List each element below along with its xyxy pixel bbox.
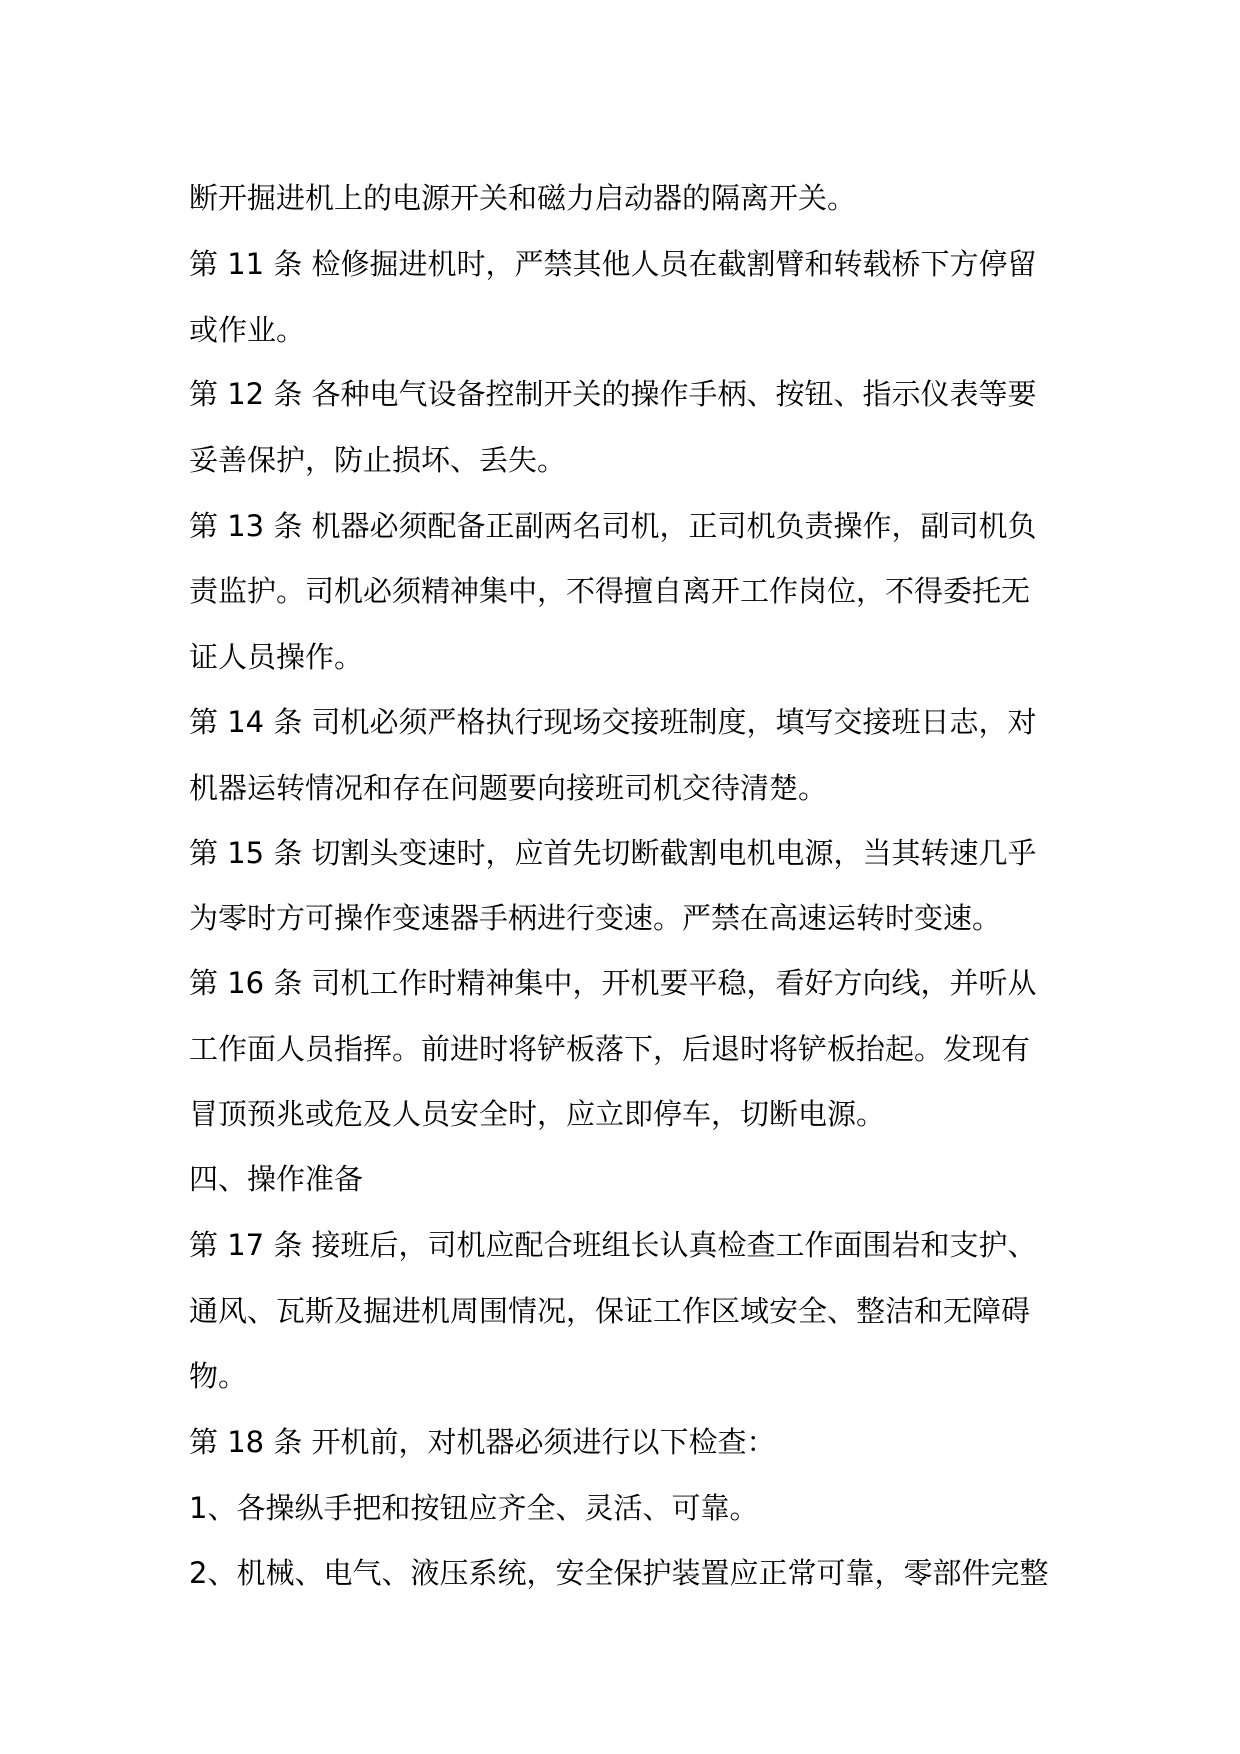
text-line-5: 妥善保护，防止损坏、丢失。 [189, 443, 567, 477]
text-line-17: 第 17 条 接班后，司机应配合班组长认真检查工作面围岩和支护、 [189, 1228, 1037, 1262]
text-line-4: 第 12 条 各种电气设备控制开关的操作手柄、按钮、指示仪表等要 [189, 377, 1037, 411]
text-line-10: 机器运转情况和存在问题要向接班司机交待清楚。 [189, 771, 828, 805]
text-line-11: 第 15 条 切割头变速时，应首先切断截割电机电源，当其转速几乎 [189, 836, 1037, 870]
text-line-9: 第 14 条 司机必须严格执行现场交接班制度，填写交接班日志，对 [189, 705, 1037, 739]
text-line-1: 断开掘进机上的电源开关和磁力启动器的隔离开关。 [189, 181, 857, 215]
text-line-3: 或作业。 [189, 313, 306, 347]
text-line-7: 责监护。司机必须精神集中，不得擅自离开工作岗位，不得委托无 [189, 574, 1031, 608]
text-line-13: 第 16 条 司机工作时精神集中，开机要平稳，看好方向线，并听从 [189, 966, 1037, 1000]
section-heading: 四、操作准备 [189, 1162, 364, 1196]
text-line-2: 第 11 条 检修掘进机时，严禁其他人员在截割臂和转载桥下方停留 [189, 247, 1037, 281]
text-line-12: 为零时方可操作变速器手柄进行变速。严禁在高速运转时变速。 [189, 901, 1002, 935]
text-line-14: 工作面人员指挥。前进时将铲板落下，后退时将铲板抬起。发现有 [189, 1032, 1031, 1066]
text-line-15: 冒顶预兆或危及人员安全时，应立即停车，切断电源。 [189, 1097, 886, 1131]
text-line-20: 第 18 条 开机前，对机器必须进行以下检查： [189, 1425, 776, 1459]
text-line-18: 通风、瓦斯及掘进机周围情况，保证工作区域安全、整洁和无障碍 [189, 1294, 1031, 1328]
text-line-21: 1、各操纵手把和按钮应齐全、灵活、可靠。 [189, 1491, 759, 1525]
text-line-22: 2、机械、电气、液压系统，安全保护装置应正常可靠，零部件完整 [189, 1556, 1049, 1590]
text-line-8: 证人员操作。 [189, 640, 364, 674]
text-line-19: 物。 [189, 1359, 248, 1393]
text-line-6: 第 13 条 机器必须配备正副两名司机，正司机负责操作，副司机负 [189, 509, 1037, 543]
